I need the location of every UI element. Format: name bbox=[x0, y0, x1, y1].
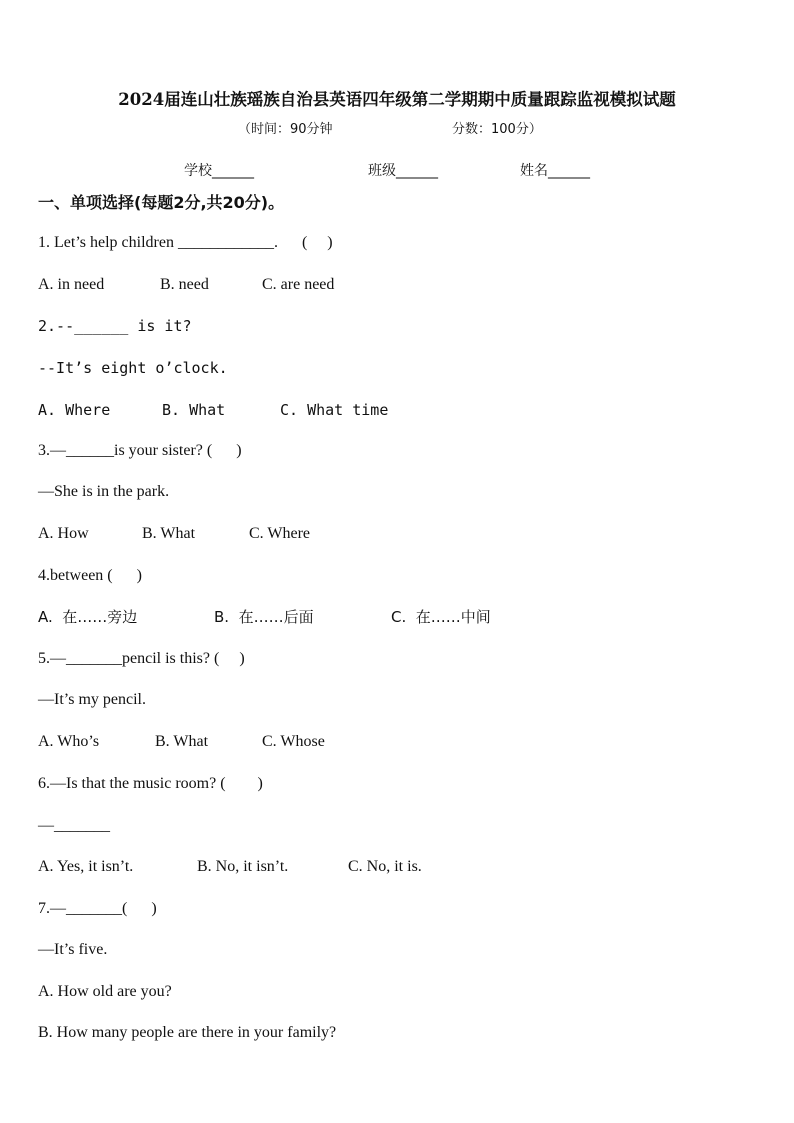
question-3-answer-line: —She is in the park. bbox=[38, 483, 170, 500]
question-6-stem: 6.—Is that the music room? ( ) bbox=[38, 775, 263, 792]
question-5-option-a: A. Who’s bbox=[38, 733, 100, 750]
exam-title: 2024届连山壮族瑶族自治县英语四年级第二学期期中质量跟踪监视模拟试题 bbox=[118, 90, 676, 109]
question-5-stem: 5.—_______pencil is this? ( ) bbox=[38, 650, 245, 667]
question-7-option-a: A. How old are you? bbox=[38, 983, 172, 1000]
question-7-stem: 7.—_______( ) bbox=[38, 900, 157, 917]
question-5-option-b: B. What bbox=[155, 733, 209, 750]
question-6-option-b: B. No, it isn’t. bbox=[197, 858, 289, 875]
name-field: 姓名______ bbox=[520, 163, 590, 179]
question-2-option-a: A. Where bbox=[38, 401, 111, 419]
question-3-option-a: A. How bbox=[38, 525, 89, 542]
question-5-answer-line: —It’s my pencil. bbox=[38, 691, 146, 708]
question-4-stem: 4.between ( ) bbox=[38, 567, 142, 584]
question-2-answer-line: --It’s eight o’clock. bbox=[38, 359, 228, 377]
question-6-answer-line: —_______ bbox=[38, 817, 110, 834]
question-1-option-a: A. in need bbox=[38, 276, 105, 293]
question-2-option-b: B. What bbox=[162, 401, 226, 419]
question-4-option-b: B. 在……后面 bbox=[214, 608, 314, 626]
question-7-option-b: B. How many people are there in your family? bbox=[38, 1024, 337, 1041]
class-field: 班级______ bbox=[368, 163, 438, 179]
question-3-stem: 3.—______is your sister? ( ) bbox=[38, 442, 242, 459]
question-2-option-c: C. What time bbox=[280, 401, 389, 419]
section-heading: 一、单项选择(每题2分,共20分)。 bbox=[38, 193, 285, 212]
question-1-option-b: B. need bbox=[160, 276, 209, 293]
question-2-stem: 2.--______ is it? bbox=[38, 317, 192, 335]
question-4-option-a: A. 在……旁边 bbox=[38, 608, 138, 626]
exam-score: 分数：100分） bbox=[452, 122, 542, 137]
question-4-option-c: C. 在……中间 bbox=[391, 608, 491, 626]
question-3-option-c: C. Where bbox=[249, 525, 311, 542]
question-1-stem: 1. Let’s help children ____________. ( ) bbox=[38, 234, 333, 251]
question-1-option-c: C. are need bbox=[262, 276, 335, 293]
question-3-option-b: B. What bbox=[142, 525, 196, 542]
question-6-option-c: C. No, it is. bbox=[348, 858, 422, 875]
question-5-option-c: C. Whose bbox=[262, 733, 325, 750]
exam-time: （时间：90分钟 bbox=[238, 122, 333, 137]
question-7-answer-line: —It’s five. bbox=[38, 941, 108, 958]
school-field: 学校______ bbox=[184, 163, 254, 179]
question-6-option-a: A. Yes, it isn’t. bbox=[38, 858, 134, 875]
